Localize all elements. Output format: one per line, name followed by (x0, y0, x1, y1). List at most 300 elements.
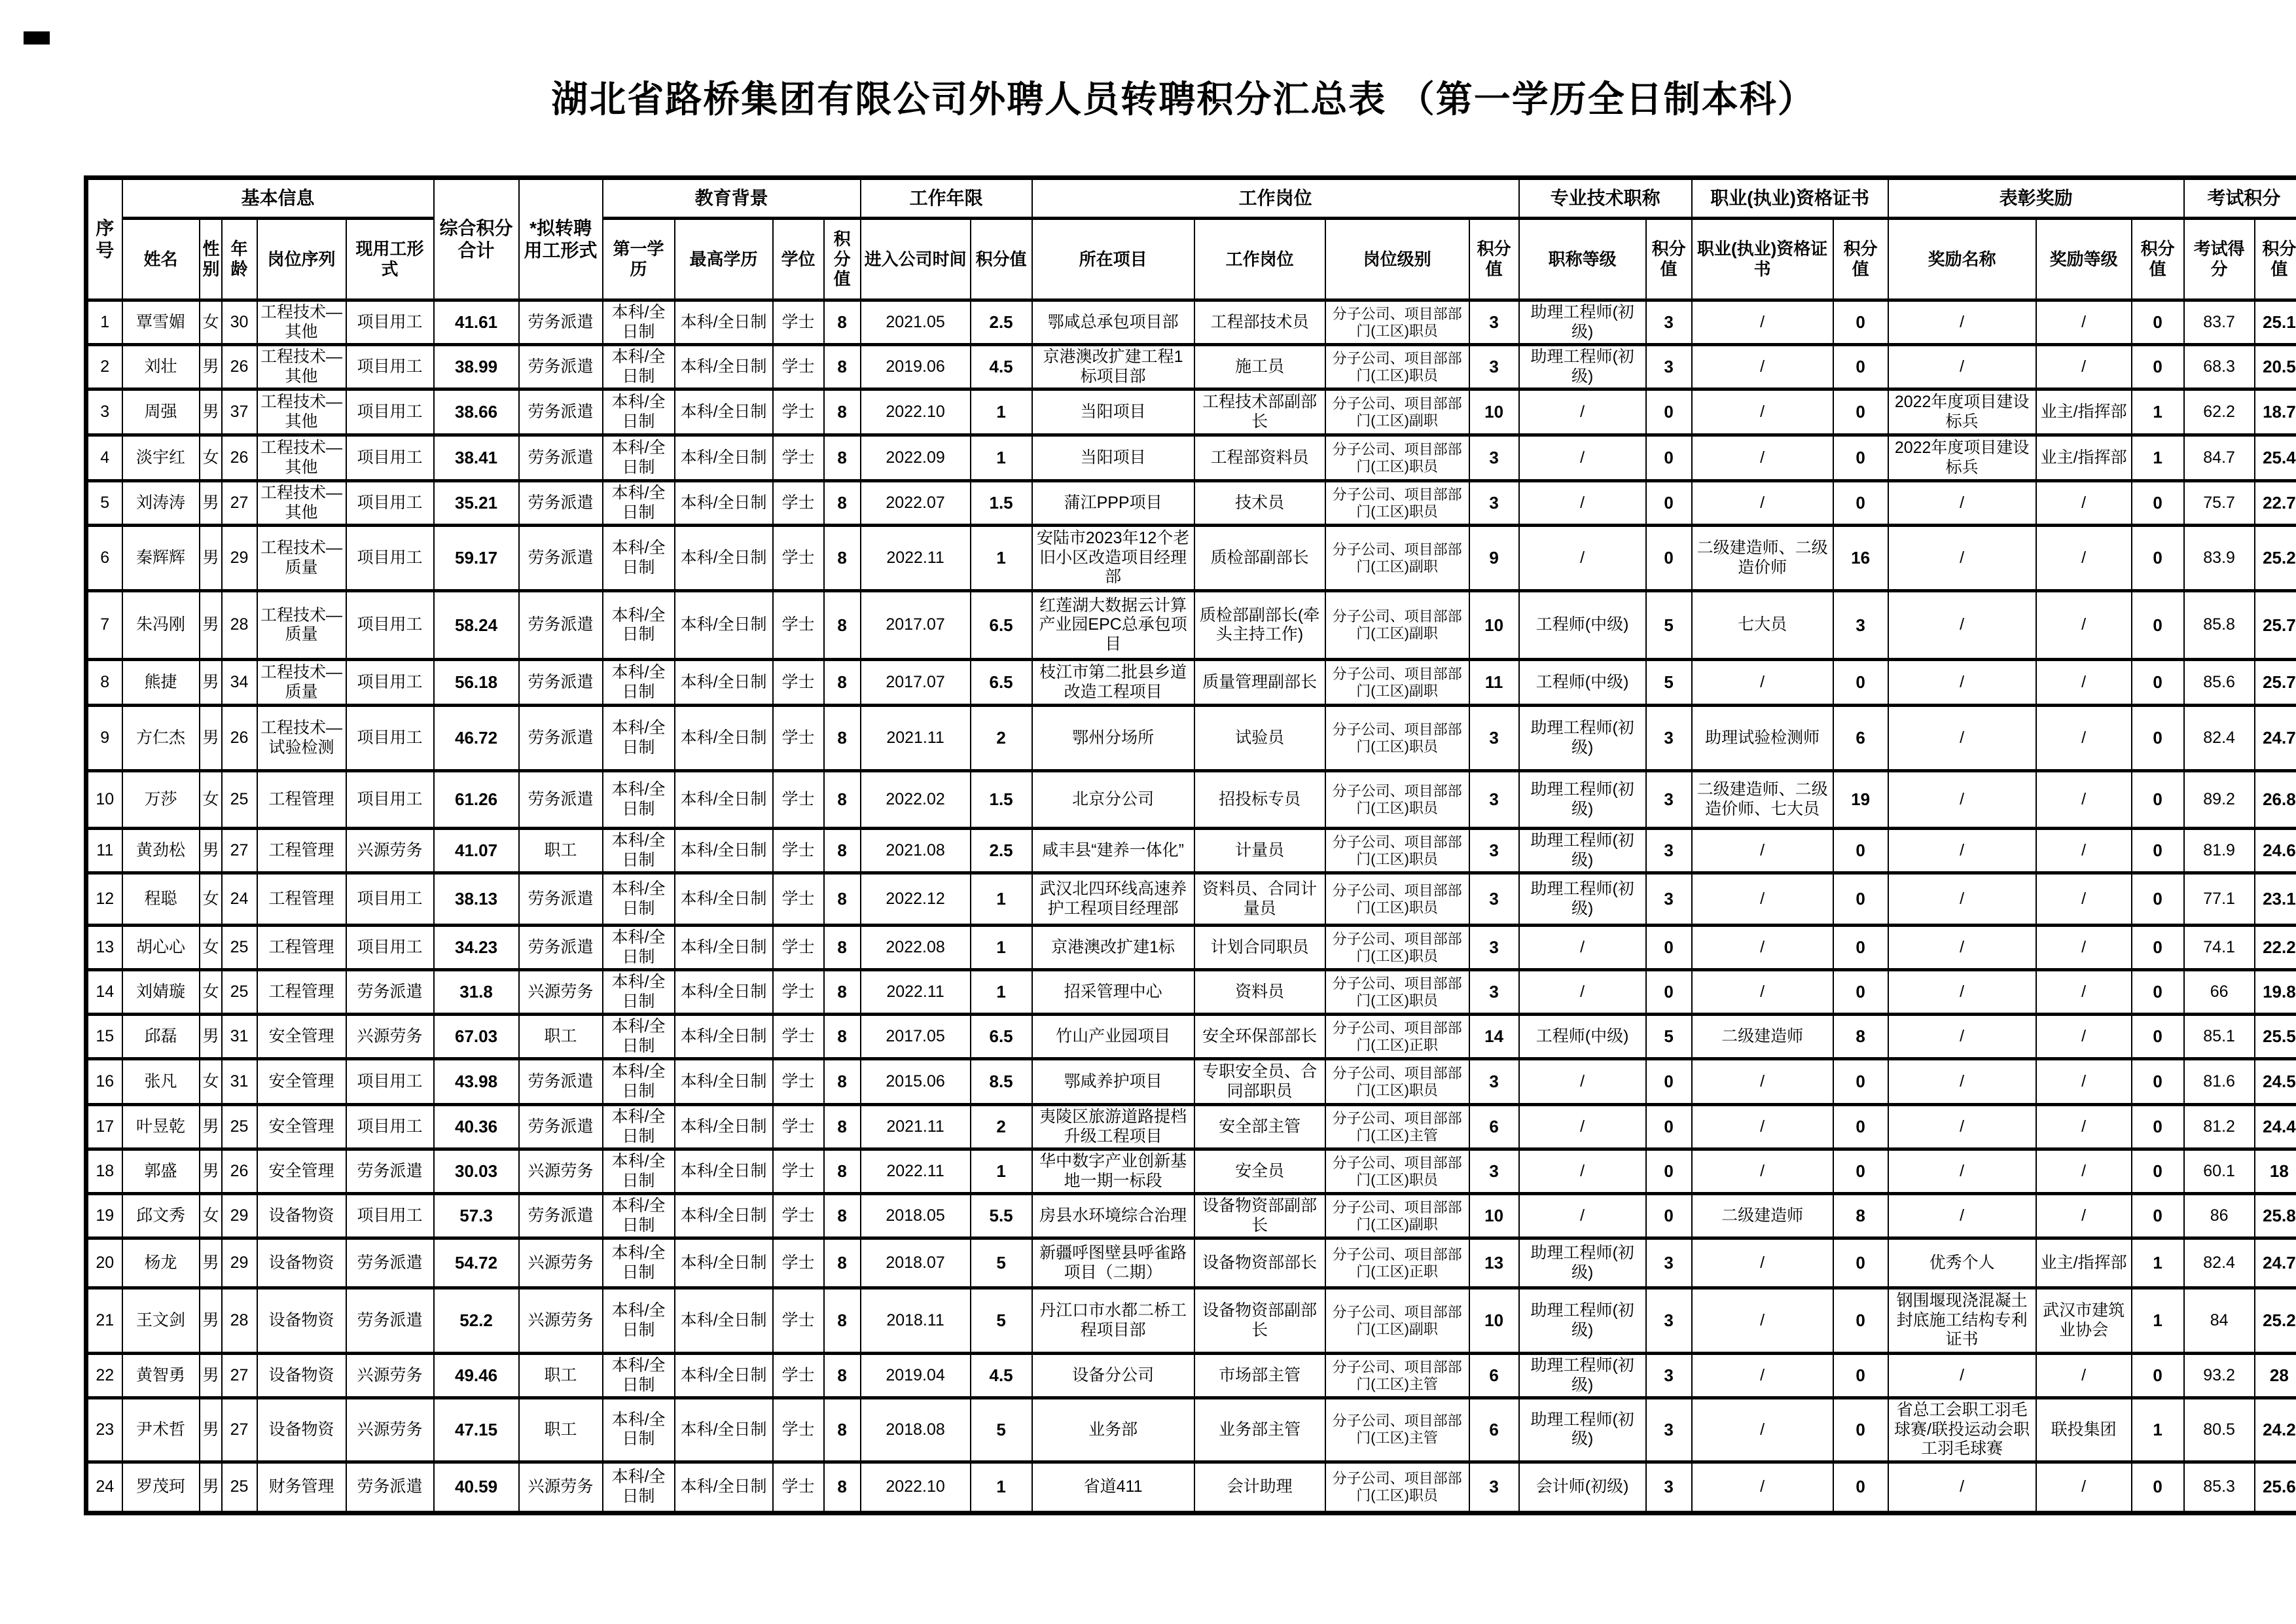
cell-certificate: 二级建造师 (1692, 1015, 1833, 1059)
cell-job-post: 招投标专员 (1194, 771, 1325, 829)
cell-current-employment: 劳务派遣 (346, 1288, 434, 1354)
cell-degree: 学士 (773, 1354, 824, 1398)
cell-project: 夷陵区旅游道路提档升级工程项目 (1032, 1105, 1194, 1149)
cell-entry-date: 2021.08 (861, 829, 971, 873)
cell-years-score: 1 (971, 926, 1032, 970)
cell-job-post: 计量员 (1194, 829, 1325, 873)
cell-job-post: 工程部技术员 (1194, 300, 1325, 345)
cell-cert-score: 6 (1833, 706, 1888, 771)
cell-certificate: 助理试验检测师 (1692, 706, 1833, 771)
cell-degree: 学士 (773, 1238, 824, 1288)
cell-total-score: 38.41 (434, 435, 519, 481)
cell-highest-degree: 本科/全日制 (675, 1354, 773, 1398)
cell-project: 咸丰县“建养一体化” (1032, 829, 1194, 873)
cell-exam-points: 23.1 (2255, 873, 2296, 926)
cell-first-degree: 本科/全日制 (603, 300, 675, 345)
cell-exam-points: 20.5 (2255, 345, 2296, 389)
cell-cert-score: 0 (1833, 435, 1888, 481)
cell-title-level: 助理工程师(初级) (1519, 1238, 1646, 1288)
cell-certificate: / (1692, 873, 1833, 926)
cell-certificate: / (1692, 1398, 1833, 1462)
table-row (86, 481, 2296, 526)
cell-index: 7 (86, 591, 122, 660)
cell-gender: 男 (200, 1354, 222, 1398)
cell-index: 11 (86, 829, 122, 873)
cell-age: 29 (222, 1238, 257, 1288)
cell-cert-score: 0 (1833, 829, 1888, 873)
cell-exam-points: 22.7 (2255, 481, 2296, 526)
cell-current-employment: 项目用工 (346, 345, 434, 389)
cell-cert-score: 0 (1833, 1238, 1888, 1288)
cell-award-name: / (1888, 1059, 2036, 1105)
cell-name: 郭盛 (122, 1149, 200, 1194)
table-row (86, 706, 2296, 771)
cell-cert-score: 8 (1833, 1194, 1888, 1238)
cell-years-score: 5.5 (971, 1194, 1032, 1238)
cell-years-score: 5 (971, 1398, 1032, 1462)
cell-title-level: 助理工程师(初级) (1519, 771, 1646, 829)
cell-edu-score: 8 (824, 1015, 861, 1059)
header-job-post: 工作岗位 (1194, 219, 1325, 300)
cell-post-level: 分子公司、项目部部门(工区)职员 (1325, 345, 1469, 389)
cell-title-level: / (1519, 1194, 1646, 1238)
cell-entry-date: 2018.07 (861, 1238, 971, 1288)
cell-years-score: 5 (971, 1238, 1032, 1288)
cell-highest-degree: 本科/全日制 (675, 526, 773, 591)
cell-index: 16 (86, 1059, 122, 1105)
cell-years-score: 1 (971, 1149, 1032, 1194)
cell-degree: 学士 (773, 926, 824, 970)
cell-exam-points: 25.1 (2255, 300, 2296, 345)
cell-current-employment: 劳务派遣 (346, 1462, 434, 1513)
cell-total-score: 67.03 (434, 1015, 519, 1059)
cell-position-sequence: 安全管理 (257, 1105, 346, 1149)
cell-title-level: / (1519, 970, 1646, 1015)
cell-years-score: 5 (971, 1288, 1032, 1354)
cell-highest-degree: 本科/全日制 (675, 345, 773, 389)
cell-title-level: / (1519, 1059, 1646, 1105)
cell-proposed-employment: 劳务派遣 (519, 591, 603, 660)
cell-total-score: 35.21 (434, 481, 519, 526)
cell-cert-score: 0 (1833, 389, 1888, 435)
cell-index: 4 (86, 435, 122, 481)
cell-exam-points: 25.6 (2255, 1462, 2296, 1513)
cell-years-score: 1 (971, 435, 1032, 481)
cell-exam-points: 24.4 (2255, 1105, 2296, 1149)
cell-project: 华中数字产业创新基地一期一标段 (1032, 1149, 1194, 1194)
cell-current-employment: 项目用工 (346, 1194, 434, 1238)
cell-exam-score: 66 (2184, 970, 2255, 1015)
cell-total-score: 34.23 (434, 926, 519, 970)
cell-certificate: 七大员 (1692, 591, 1833, 660)
cell-current-employment: 项目用工 (346, 1059, 434, 1105)
cell-gender: 男 (200, 1398, 222, 1462)
cell-award-level: / (2036, 526, 2132, 591)
cell-project: 当阳项目 (1032, 389, 1194, 435)
cell-highest-degree: 本科/全日制 (675, 389, 773, 435)
cell-total-score: 49.46 (434, 1354, 519, 1398)
cell-certificate: 二级建造师 (1692, 1194, 1833, 1238)
header-group-work-post: 工作岗位 (1032, 178, 1519, 219)
cell-exam-points: 22.2 (2255, 926, 2296, 970)
header-group-work-years: 工作年限 (861, 178, 1032, 219)
cell-years-score: 8.5 (971, 1059, 1032, 1105)
cell-current-employment: 兴源劳务 (346, 1015, 434, 1059)
table-row (86, 829, 2296, 873)
header-cert-score: 积分值 (1833, 219, 1888, 300)
cell-age: 27 (222, 1354, 257, 1398)
cell-job-post: 施工员 (1194, 345, 1325, 389)
cell-exam-points: 24.7 (2255, 706, 2296, 771)
cell-post-score: 3 (1469, 771, 1519, 829)
cell-position-sequence: 安全管理 (257, 1015, 346, 1059)
cell-exam-score: 84 (2184, 1288, 2255, 1354)
cell-exam-points: 24.2 (2255, 1398, 2296, 1462)
cell-years-score: 1.5 (971, 771, 1032, 829)
cell-edu-score: 8 (824, 1238, 861, 1288)
cell-award-score: 1 (2132, 389, 2184, 435)
cell-position-sequence: 安全管理 (257, 1149, 346, 1194)
cell-award-name: 省总工会职工羽毛球赛/联投运动会职工羽毛球赛 (1888, 1398, 2036, 1462)
cell-project: 业务部 (1032, 1398, 1194, 1462)
cell-post-level: 分子公司、项目部部门(工区)职员 (1325, 1149, 1469, 1194)
cell-title-score: 3 (1646, 1398, 1692, 1462)
cell-position-sequence: 工程技术—质量 (257, 591, 346, 660)
cell-post-score: 3 (1469, 926, 1519, 970)
cell-entry-date: 2021.11 (861, 1105, 971, 1149)
cell-title-score: 0 (1646, 389, 1692, 435)
cell-degree: 学士 (773, 1194, 824, 1238)
cell-proposed-employment: 劳务派遣 (519, 771, 603, 829)
cell-post-score: 3 (1469, 300, 1519, 345)
header-group-professional-title: 专业技术职称 (1519, 178, 1692, 219)
cell-project: 新疆呼图壁县呼雀路项目（二期） (1032, 1238, 1194, 1288)
cell-project: 蒲江PPP项目 (1032, 481, 1194, 526)
cell-edu-score: 8 (824, 389, 861, 435)
cell-highest-degree: 本科/全日制 (675, 435, 773, 481)
cell-entry-date: 2017.07 (861, 660, 971, 706)
cell-post-score: 10 (1469, 1288, 1519, 1354)
cell-first-degree: 本科/全日制 (603, 389, 675, 435)
cell-name: 刘涛涛 (122, 481, 200, 526)
header-group-exam: 考试积分 (2184, 178, 2296, 219)
cell-edu-score: 8 (824, 706, 861, 771)
cell-certificate: / (1692, 829, 1833, 873)
cell-job-post: 设备物资部副部长 (1194, 1288, 1325, 1354)
cell-first-degree: 本科/全日制 (603, 1105, 675, 1149)
cell-total-score: 38.99 (434, 345, 519, 389)
cell-position-sequence: 工程管理 (257, 926, 346, 970)
cell-edu-score: 8 (824, 771, 861, 829)
cell-award-level: / (2036, 829, 2132, 873)
header-award-name: 奖励名称 (1888, 219, 2036, 300)
cell-gender: 男 (200, 1015, 222, 1059)
cell-highest-degree: 本科/全日制 (675, 1015, 773, 1059)
cell-cert-score: 19 (1833, 771, 1888, 829)
cell-exam-score: 81.2 (2184, 1105, 2255, 1149)
cell-highest-degree: 本科/全日制 (675, 1105, 773, 1149)
scan-corner-mark (24, 31, 50, 45)
cell-project: 设备分公司 (1032, 1354, 1194, 1398)
cell-index: 22 (86, 1354, 122, 1398)
cell-degree: 学士 (773, 1015, 824, 1059)
cell-gender: 女 (200, 970, 222, 1015)
cell-degree: 学士 (773, 771, 824, 829)
cell-first-degree: 本科/全日制 (603, 926, 675, 970)
cell-award-name: / (1888, 1354, 2036, 1398)
cell-post-level: 分子公司、项目部部门(工区)职员 (1325, 481, 1469, 526)
cell-edu-score: 8 (824, 345, 861, 389)
cell-award-level: / (2036, 926, 2132, 970)
cell-post-score: 14 (1469, 1015, 1519, 1059)
cell-gender: 男 (200, 706, 222, 771)
cell-exam-score: 89.2 (2184, 771, 2255, 829)
header-entry-date: 进入公司时间 (861, 219, 971, 300)
cell-job-post: 业务部主管 (1194, 1398, 1325, 1462)
cell-edu-score: 8 (824, 300, 861, 345)
cell-award-score: 0 (2132, 1105, 2184, 1149)
cell-exam-score: 74.1 (2184, 926, 2255, 970)
cell-proposed-employment: 劳务派遣 (519, 1194, 603, 1238)
cell-exam-score: 83.7 (2184, 300, 2255, 345)
cell-entry-date: 2018.05 (861, 1194, 971, 1238)
cell-proposed-employment: 职工 (519, 1015, 603, 1059)
cell-cert-score: 0 (1833, 1354, 1888, 1398)
cell-post-score: 3 (1469, 345, 1519, 389)
cell-proposed-employment: 职工 (519, 1398, 603, 1462)
cell-index: 8 (86, 660, 122, 706)
cell-proposed-employment: 劳务派遣 (519, 345, 603, 389)
cell-highest-degree: 本科/全日制 (675, 873, 773, 926)
cell-index: 1 (86, 300, 122, 345)
cell-project: 枝江市第二批县乡道改造工程项目 (1032, 660, 1194, 706)
cell-gender: 女 (200, 435, 222, 481)
cell-award-level: / (2036, 873, 2132, 926)
cell-award-name: / (1888, 829, 2036, 873)
table-row (86, 1288, 2296, 1354)
cell-title-score: 3 (1646, 1462, 1692, 1513)
cell-total-score: 59.17 (434, 526, 519, 591)
cell-certificate: / (1692, 1059, 1833, 1105)
cell-award-level: / (2036, 345, 2132, 389)
cell-years-score: 1 (971, 1462, 1032, 1513)
cell-post-score: 3 (1469, 435, 1519, 481)
cell-award-name: 钢围堰现浇混凝土封底施工结构专利证书 (1888, 1288, 2036, 1354)
cell-award-name: / (1888, 1462, 2036, 1513)
cell-post-level: 分子公司、项目部部门(工区)主管 (1325, 1105, 1469, 1149)
cell-gender: 男 (200, 1105, 222, 1149)
cell-post-level: 分子公司、项目部部门(工区)副职 (1325, 389, 1469, 435)
cell-edu-score: 8 (824, 873, 861, 926)
cell-degree: 学士 (773, 660, 824, 706)
cell-title-level: 助理工程师(初级) (1519, 873, 1646, 926)
cell-total-score: 38.66 (434, 389, 519, 435)
cell-award-name: / (1888, 1194, 2036, 1238)
cell-first-degree: 本科/全日制 (603, 1194, 675, 1238)
cell-certificate: / (1692, 1105, 1833, 1149)
cell-current-employment: 兴源劳务 (346, 829, 434, 873)
table-row (86, 345, 2296, 389)
cell-job-post: 工程技术部副部长 (1194, 389, 1325, 435)
table-row (86, 926, 2296, 970)
cell-age: 28 (222, 1288, 257, 1354)
cell-job-post: 技术员 (1194, 481, 1325, 526)
cell-age: 34 (222, 660, 257, 706)
cell-exam-points: 25.4 (2255, 435, 2296, 481)
cell-position-sequence: 工程技术—其他 (257, 345, 346, 389)
cell-job-post: 计划合同职员 (1194, 926, 1325, 970)
table-row (86, 1149, 2296, 1194)
cell-gender: 女 (200, 926, 222, 970)
cell-exam-points: 18.7 (2255, 389, 2296, 435)
cell-cert-score: 0 (1833, 873, 1888, 926)
header-award-score: 积分值 (2132, 219, 2184, 300)
cell-first-degree: 本科/全日制 (603, 771, 675, 829)
cell-exam-score: 77.1 (2184, 873, 2255, 926)
cell-post-level: 分子公司、项目部部门(工区)职员 (1325, 435, 1469, 481)
cell-first-degree: 本科/全日制 (603, 1015, 675, 1059)
cell-award-score: 0 (2132, 1059, 2184, 1105)
table-row (86, 591, 2296, 660)
cell-position-sequence: 工程管理 (257, 873, 346, 926)
cell-job-post: 质量管理副部长 (1194, 660, 1325, 706)
table-row (86, 873, 2296, 926)
table-row (86, 526, 2296, 591)
cell-certificate: / (1692, 1149, 1833, 1194)
cell-entry-date: 2022.02 (861, 771, 971, 829)
cell-age: 25 (222, 1462, 257, 1513)
cell-highest-degree: 本科/全日制 (675, 1059, 773, 1105)
cell-project: 当阳项目 (1032, 435, 1194, 481)
cell-award-score: 0 (2132, 706, 2184, 771)
cell-first-degree: 本科/全日制 (603, 435, 675, 481)
cell-award-score: 0 (2132, 591, 2184, 660)
cell-exam-score: 86 (2184, 1194, 2255, 1238)
cell-position-sequence: 设备物资 (257, 1354, 346, 1398)
cell-name: 胡心心 (122, 926, 200, 970)
cell-award-score: 0 (2132, 345, 2184, 389)
cell-edu-score: 8 (824, 926, 861, 970)
cell-exam-score: 83.9 (2184, 526, 2255, 591)
cell-first-degree: 本科/全日制 (603, 873, 675, 926)
cell-current-employment: 项目用工 (346, 771, 434, 829)
cell-gender: 男 (200, 1149, 222, 1194)
cell-exam-score: 85.6 (2184, 660, 2255, 706)
cell-age: 27 (222, 481, 257, 526)
cell-total-score: 31.8 (434, 970, 519, 1015)
cell-certificate: / (1692, 389, 1833, 435)
cell-certificate: / (1692, 300, 1833, 345)
cell-edu-score: 8 (824, 1354, 861, 1398)
cell-current-employment: 项目用工 (346, 660, 434, 706)
cell-award-name: / (1888, 926, 2036, 970)
cell-edu-score: 8 (824, 970, 861, 1015)
cell-post-level: 分子公司、项目部部门(工区)职员 (1325, 771, 1469, 829)
table-row (86, 1462, 2296, 1513)
cell-title-score: 0 (1646, 526, 1692, 591)
cell-proposed-employment: 劳务派遣 (519, 526, 603, 591)
cell-edu-score: 8 (824, 1462, 861, 1513)
cell-years-score: 4.5 (971, 1354, 1032, 1398)
cell-post-score: 3 (1469, 1059, 1519, 1105)
cell-post-score: 6 (1469, 1398, 1519, 1462)
cell-certificate: / (1692, 481, 1833, 526)
cell-degree: 学士 (773, 829, 824, 873)
cell-highest-degree: 本科/全日制 (675, 1288, 773, 1354)
cell-entry-date: 2022.07 (861, 481, 971, 526)
cell-job-post: 安全部主管 (1194, 1105, 1325, 1149)
cell-position-sequence: 工程技术—质量 (257, 660, 346, 706)
cell-current-employment: 项目用工 (346, 706, 434, 771)
cell-edu-score: 8 (824, 435, 861, 481)
cell-age: 31 (222, 1059, 257, 1105)
cell-award-score: 0 (2132, 481, 2184, 526)
cell-name: 黄智勇 (122, 1354, 200, 1398)
cell-age: 27 (222, 829, 257, 873)
cell-certificate: / (1692, 1238, 1833, 1288)
cell-title-score: 3 (1646, 1288, 1692, 1354)
cell-post-score: 10 (1469, 591, 1519, 660)
cell-position-sequence: 工程技术—其他 (257, 300, 346, 345)
cell-exam-score: 81.9 (2184, 829, 2255, 873)
cell-title-score: 3 (1646, 873, 1692, 926)
cell-highest-degree: 本科/全日制 (675, 706, 773, 771)
cell-degree: 学士 (773, 1149, 824, 1194)
cell-post-level: 分子公司、项目部部门(工区)职员 (1325, 873, 1469, 926)
cell-gender: 女 (200, 1194, 222, 1238)
cell-certificate: / (1692, 970, 1833, 1015)
cell-degree: 学士 (773, 345, 824, 389)
cell-post-level: 分子公司、项目部部门(工区)副职 (1325, 591, 1469, 660)
cell-highest-degree: 本科/全日制 (675, 1462, 773, 1513)
cell-degree: 学士 (773, 706, 824, 771)
cell-award-score: 0 (2132, 970, 2184, 1015)
cell-highest-degree: 本科/全日制 (675, 660, 773, 706)
cell-award-level: / (2036, 591, 2132, 660)
cell-age: 30 (222, 300, 257, 345)
cell-years-score: 1.5 (971, 481, 1032, 526)
cell-total-score: 30.03 (434, 1149, 519, 1194)
cell-gender: 女 (200, 873, 222, 926)
cell-exam-score: 60.1 (2184, 1149, 2255, 1194)
cell-position-sequence: 设备物资 (257, 1398, 346, 1462)
cell-first-degree: 本科/全日制 (603, 829, 675, 873)
table-row (86, 1354, 2296, 1398)
cell-title-level: 助理工程师(初级) (1519, 300, 1646, 345)
cell-title-level: 工程师(中级) (1519, 660, 1646, 706)
cell-project: 省道411 (1032, 1462, 1194, 1513)
header-degree: 学位 (773, 219, 824, 300)
cell-total-score: 56.18 (434, 660, 519, 706)
cell-award-level: / (2036, 1354, 2132, 1398)
cell-title-score: 3 (1646, 1354, 1692, 1398)
cell-name: 邱磊 (122, 1015, 200, 1059)
cell-exam-score: 85.3 (2184, 1462, 2255, 1513)
cell-title-level: 助理工程师(初级) (1519, 829, 1646, 873)
cell-award-score: 0 (2132, 873, 2184, 926)
cell-title-level: 助理工程师(初级) (1519, 345, 1646, 389)
cell-years-score: 6.5 (971, 1015, 1032, 1059)
cell-first-degree: 本科/全日制 (603, 345, 675, 389)
cell-title-score: 0 (1646, 1149, 1692, 1194)
cell-index: 19 (86, 1194, 122, 1238)
cell-exam-points: 26.8 (2255, 771, 2296, 829)
cell-total-score: 38.13 (434, 873, 519, 926)
cell-post-score: 6 (1469, 1354, 1519, 1398)
cell-certificate: / (1692, 435, 1833, 481)
cell-gender: 男 (200, 389, 222, 435)
table-header (86, 178, 2296, 300)
